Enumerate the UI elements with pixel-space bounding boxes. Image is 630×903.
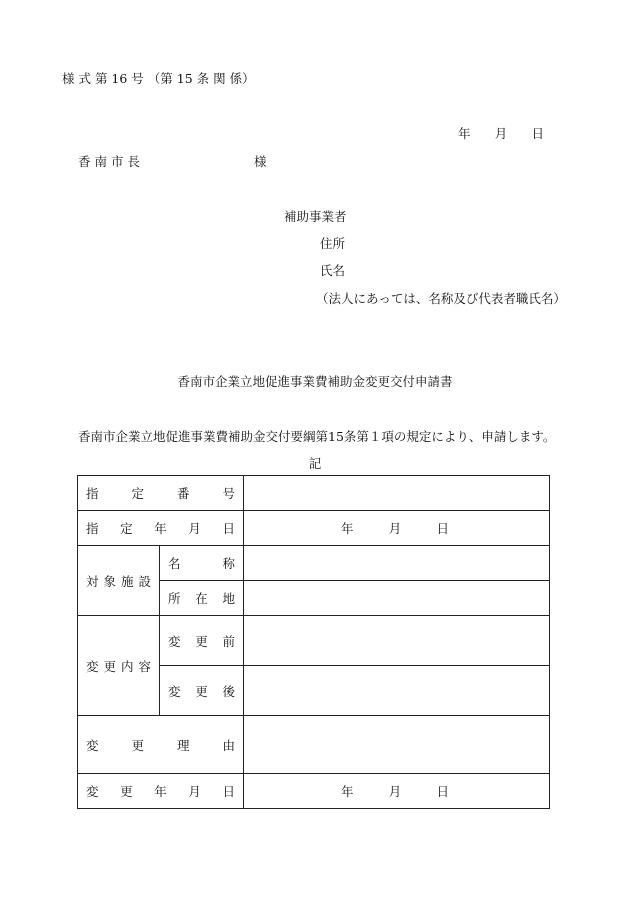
label-change-date-text: 変 更 年 月 日 bbox=[86, 784, 235, 799]
value-designation-number[interactable] bbox=[244, 476, 550, 511]
label-facility-location-text: 所 在 地 bbox=[168, 591, 235, 606]
label-designation-date-text: 指 定 年 月 日 bbox=[86, 521, 235, 536]
value-reason[interactable] bbox=[244, 716, 550, 774]
date-month: 月 bbox=[494, 126, 508, 141]
label-facility-text: 対 象 施 設 bbox=[86, 573, 151, 589]
row-facility-name bbox=[78, 546, 550, 581]
label-facility-location bbox=[160, 581, 244, 616]
designation-date-day: 日 bbox=[436, 521, 449, 536]
label-before-text: 変 更 前 bbox=[168, 633, 235, 649]
label-facility bbox=[78, 546, 160, 616]
addressee-name: 香 南 市 長 bbox=[78, 154, 140, 169]
ki-marker: 記 bbox=[308, 456, 322, 471]
document-title: 香南市企業立地促進事業費補助金変更交付申請書 bbox=[177, 374, 453, 389]
applicant-note: （法人にあっては、名称及び代表者職氏名） bbox=[316, 291, 566, 306]
applicant-name-label: 氏名 bbox=[320, 263, 346, 278]
label-change-content-text: 変 更 内 容 bbox=[86, 658, 151, 674]
date-year: 年 bbox=[458, 126, 471, 141]
row-change-before bbox=[78, 616, 550, 666]
label-facility-name bbox=[160, 546, 244, 581]
value-before[interactable] bbox=[244, 616, 550, 666]
label-reason bbox=[78, 716, 244, 774]
value-after[interactable] bbox=[244, 666, 550, 716]
row-change-date bbox=[78, 774, 550, 809]
row-designation-date bbox=[78, 511, 550, 546]
change-date-day: 日 bbox=[436, 784, 449, 799]
label-designation-number-text: 指 定 番 号 bbox=[86, 486, 235, 501]
label-facility-name-text: 名 称 bbox=[168, 556, 235, 571]
label-change-date bbox=[78, 774, 244, 809]
label-designation-date bbox=[78, 511, 244, 546]
applicant-address-label: 住所 bbox=[320, 236, 346, 251]
label-change-content bbox=[78, 616, 160, 716]
label-before bbox=[160, 616, 244, 666]
label-after bbox=[160, 666, 244, 716]
label-designation-number bbox=[78, 476, 244, 511]
change-date-year: 年 bbox=[341, 784, 354, 799]
change-date-month: 月 bbox=[388, 784, 402, 799]
value-facility-name[interactable] bbox=[244, 546, 550, 581]
form-number: 様 式 第 16 号 （第 15 条 関 係） bbox=[62, 71, 255, 86]
date-day: 日 bbox=[531, 126, 544, 141]
value-designation-date[interactable] bbox=[244, 511, 550, 546]
value-facility-location[interactable] bbox=[244, 581, 550, 616]
designation-date-year: 年 bbox=[341, 521, 354, 536]
row-reason bbox=[78, 716, 550, 774]
label-after-text: 変 更 後 bbox=[168, 683, 235, 699]
application-table bbox=[77, 475, 550, 809]
date-line bbox=[458, 124, 544, 142]
addressee-honorific: 様 bbox=[254, 154, 267, 169]
row-designation-number bbox=[78, 476, 550, 511]
body-text: 香南市企業立地促進事業費補助金交付要綱第15条第１項の規定により、申請します。 bbox=[78, 429, 556, 444]
applicant-title: 補助事業者 bbox=[284, 209, 347, 224]
designation-date-month: 月 bbox=[388, 521, 402, 536]
value-change-date[interactable] bbox=[244, 774, 550, 809]
label-reason-text: 変 更 理 由 bbox=[86, 737, 235, 753]
